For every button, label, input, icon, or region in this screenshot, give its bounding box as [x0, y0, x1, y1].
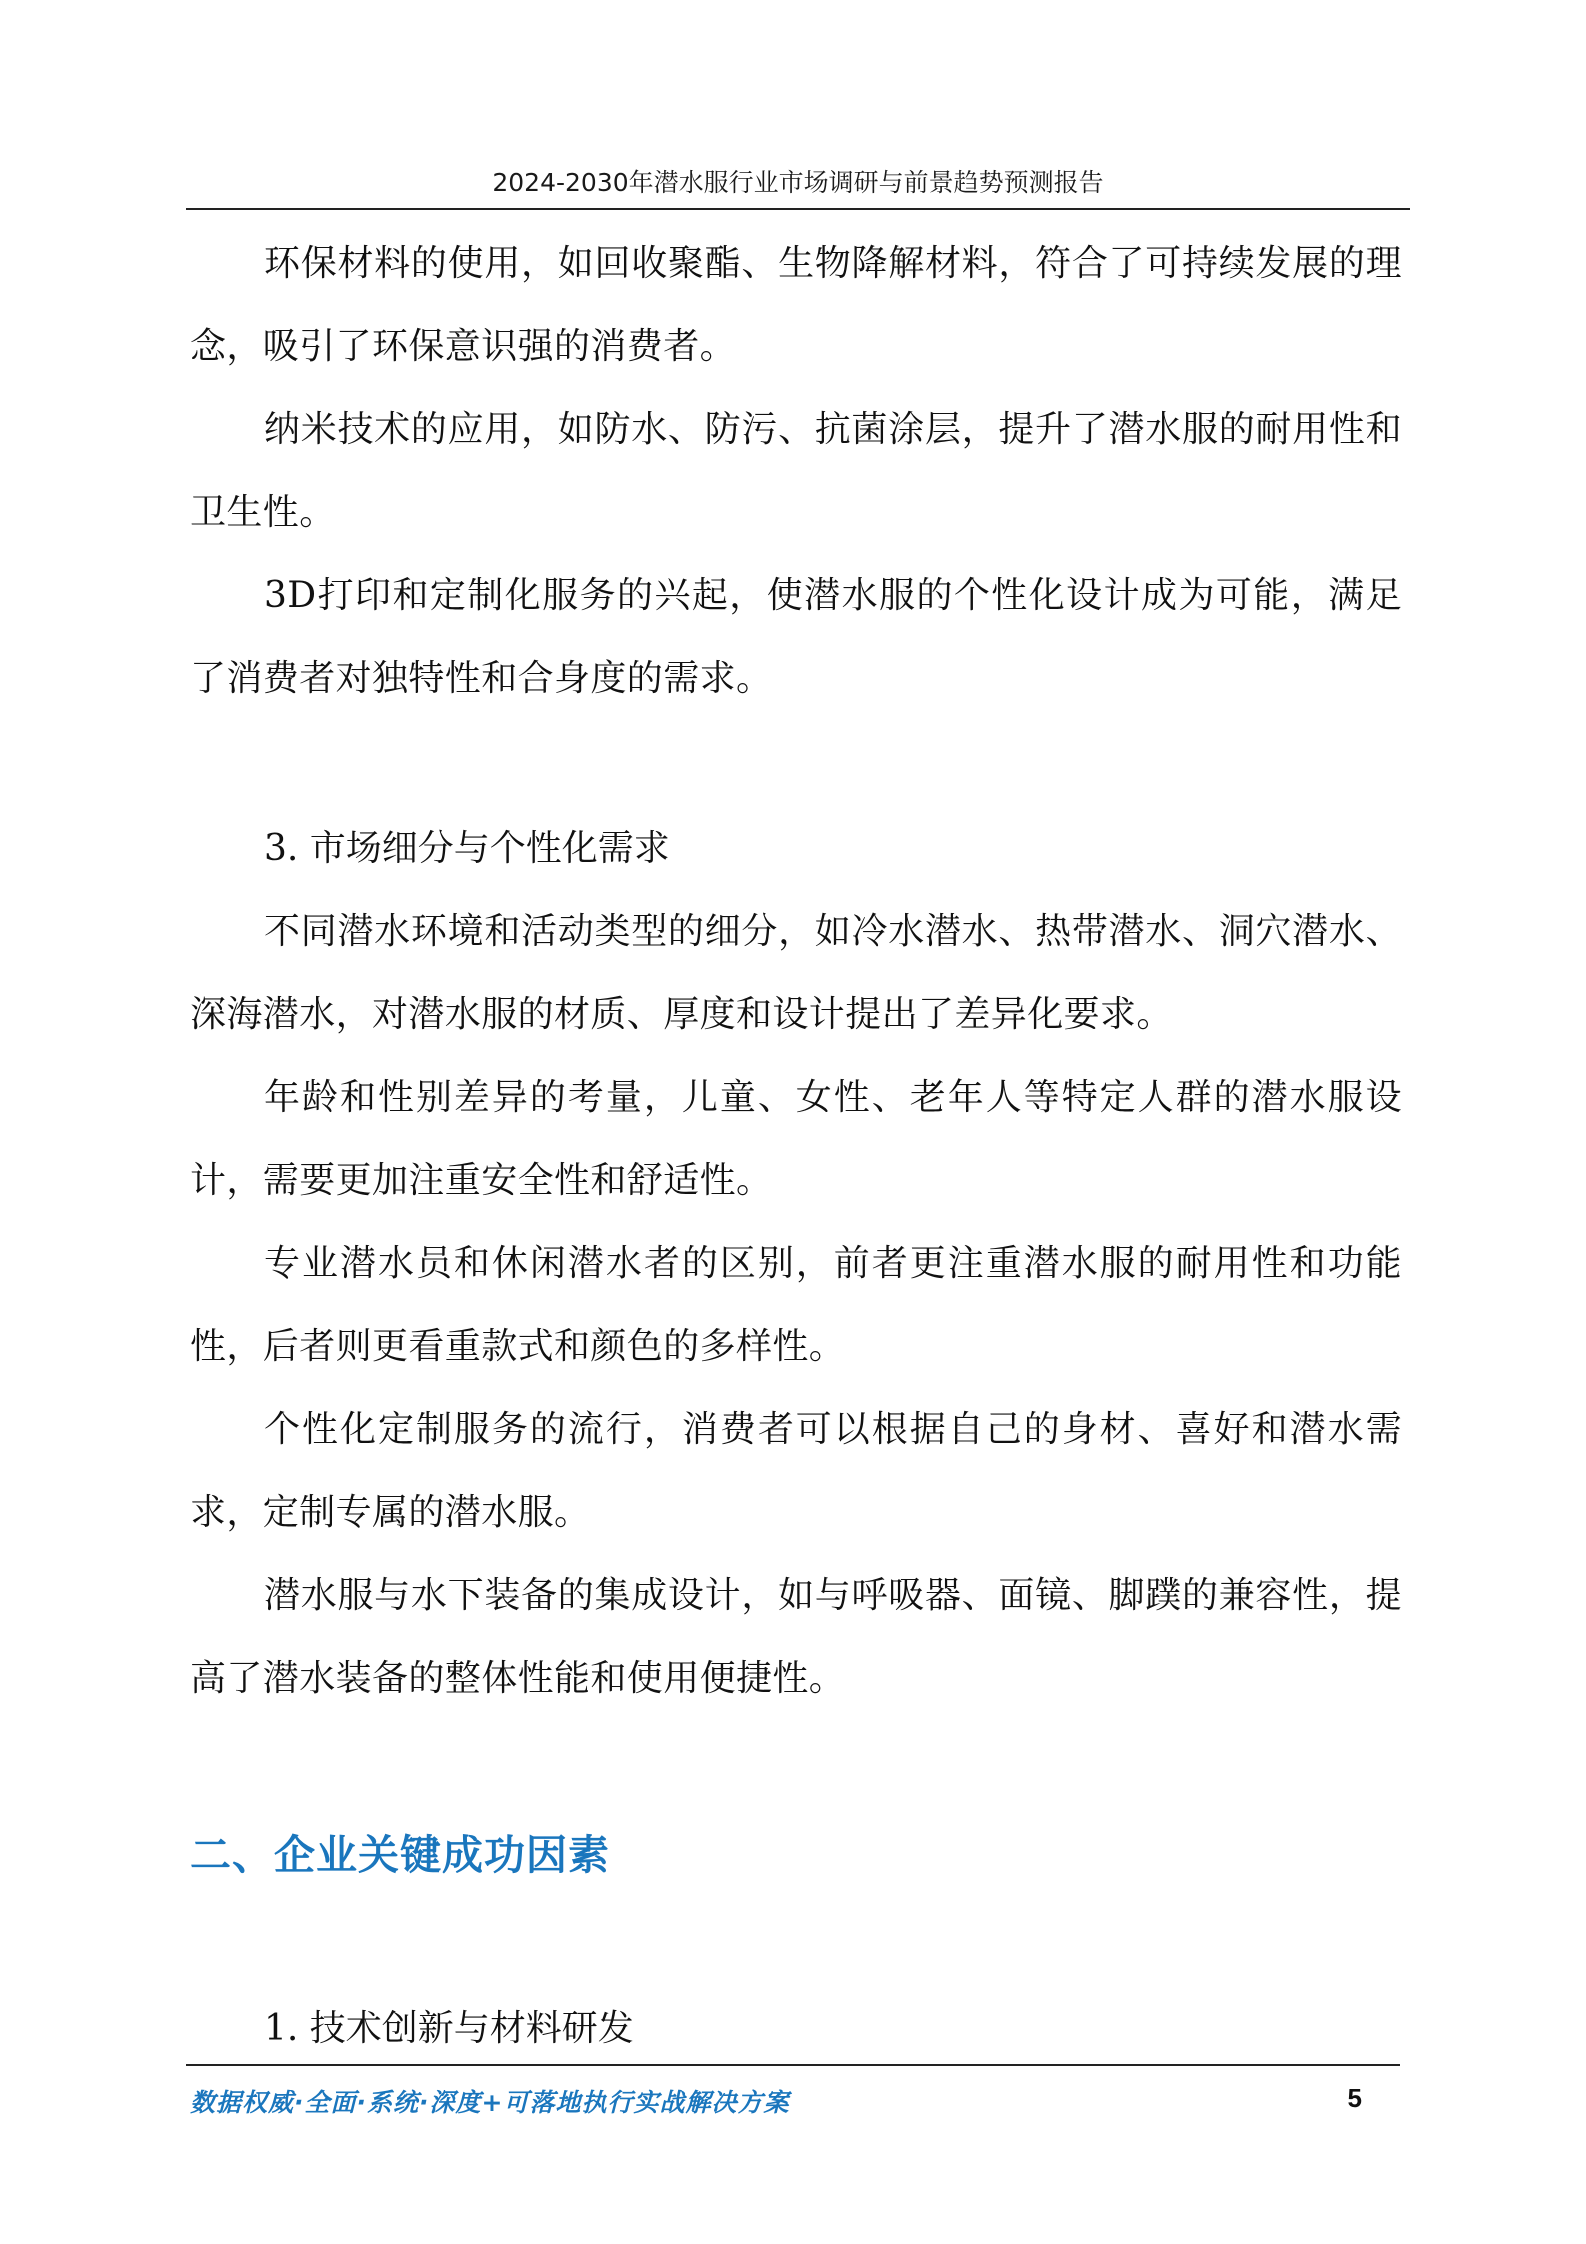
page-number: 5	[1347, 2083, 1362, 2113]
paragraph-customization: 个性化定制服务的流行，消费者可以根据自己的身材、喜好和潜水需求，定制专属的潜水服。	[190, 1409, 1402, 1533]
paragraph-3d-printing: 3D打印和定制化服务的兴起，使潜水服的个性化设计成为可能，满足了消费者对独特性和合身度的需求。	[190, 575, 1402, 699]
section-heading-2: 二、企业关键成功因素	[190, 1831, 610, 1879]
spacer	[190, 720, 1402, 807]
page-header-title: 2024-2030年潜水服行业市场调研与前景趋势预测报告	[492, 168, 1104, 197]
page-body	[190, 222, 1402, 2070]
paragraph-pro-vs-leisure: 专业潜水员和休闲潜水者的区别，前者更注重潜水服的耐用性和功能性，后者则更看重款式和颜色的多样性。	[190, 1243, 1402, 1367]
footer-slogan: 数据权威·全面·系统·深度+可落地执行实战解决方案	[190, 2088, 790, 2117]
footer-divider	[186, 2064, 1400, 2066]
paragraph-eco-materials: 环保材料的使用，如回收聚酯、生物降解材料，符合了可持续发展的理念，吸引了环保意识强的消费者。	[190, 243, 1402, 367]
paragraph-nano-tech: 纳米技术的应用，如防水、防污、抗菌涂层，提升了潜水服的耐用性和卫生性。	[190, 409, 1402, 533]
paragraph-age-gender: 年龄和性别差异的考量，儿童、女性、老年人等特定人群的潜水服设计，需要更加注重安全性和舒适性。	[190, 1077, 1402, 1201]
spacer	[190, 1720, 1402, 1815]
spacer	[190, 1895, 1402, 1987]
paragraph-environments: 不同潜水环境和活动类型的细分，如冷水潜水、热带潜水、洞穴潜水、深海潜水，对潜水服的材质、厚度和设计提出了差异化要求。	[190, 911, 1402, 1035]
subsection-heading-1: 1. 技术创新与材料研发	[264, 2008, 634, 2049]
paragraph-integration: 潜水服与水下装备的集成设计，如与呼吸器、面镜、脚蹼的兼容性，提高了潜水装备的整体性能和使用便捷性。	[190, 1575, 1402, 1699]
header-divider	[186, 208, 1410, 210]
subsection-heading-3: 3. 市场细分与个性化需求	[264, 828, 670, 869]
